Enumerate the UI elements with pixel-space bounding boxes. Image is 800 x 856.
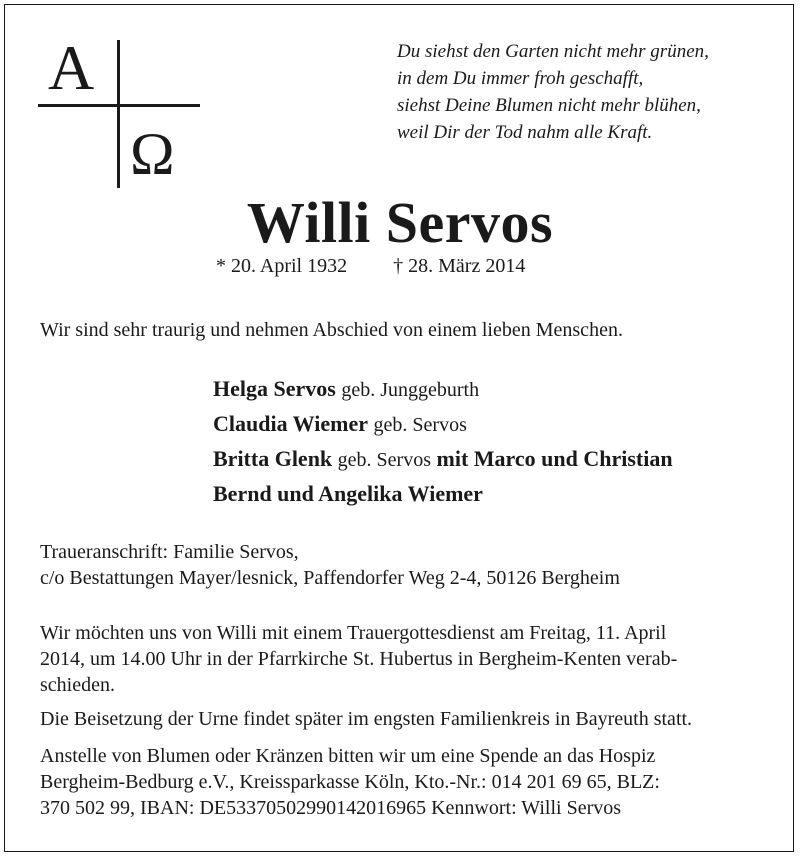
service-line: schieden. <box>40 674 115 696</box>
death-date: † 28. März 2014 <box>393 255 526 277</box>
donation-line: 370 502 99, IBAN: DE53370502990142016965 Kennwort: Willi Servos <box>40 797 622 819</box>
mourning-address <box>40 539 760 591</box>
verse-line: siehst Deine Blumen nicht mehr blühen, <box>397 95 701 116</box>
mourner-line <box>213 372 673 407</box>
mourner-extra: mit Marco und Christian <box>436 446 673 471</box>
mourner-name: Bernd und Angelika Wiemer <box>213 481 483 506</box>
omega-letter: Ω <box>130 121 175 187</box>
mourner-name: Britta Glenk <box>213 446 333 471</box>
donation-request <box>40 743 760 821</box>
donation-line: Anstelle von Blumen oder Kränzen bitten wir um eine Spende an das Hospiz <box>40 745 656 767</box>
mourner-note: geb. Servos <box>373 414 467 436</box>
service-line: Wir möchten uns von Willi mit einem Trauergottesdienst am Freitag, 11. April <box>40 622 667 644</box>
life-dates <box>216 253 525 279</box>
cross-horizontal-bar <box>38 104 200 107</box>
mourner-name: Helga Servos <box>213 376 336 401</box>
deceased-name: Willi Servos <box>246 190 554 255</box>
verse-line: Du siehst den Garten nicht mehr grünen, <box>397 41 709 62</box>
address-line: Traueranschrift: Familie Servos, <box>40 541 299 563</box>
mourner-name: Claudia Wiemer <box>213 411 369 436</box>
service-announcement <box>40 620 760 698</box>
donation-line: Bergheim-Bedburg e.V., Kreissparkasse Köln, Kto.-Nr.: 014 201 69 65, BLZ: <box>40 771 660 793</box>
mourner-line <box>213 442 673 477</box>
birth-date: * 20. April 1932 <box>216 255 348 277</box>
memorial-verse <box>397 38 777 146</box>
cross-vertical-bar <box>117 40 120 188</box>
verse-line: in dem Du immer froh geschafft, <box>397 68 644 89</box>
alpha-omega-symbol <box>38 32 200 188</box>
mourner-note: geb. Servos <box>337 449 431 471</box>
intro-text: Wir sind sehr traurig und nehmen Abschied von einem lieben Menschen. <box>40 319 623 341</box>
service-line: 2014, um 14.00 Uhr in der Pfarrkirche St. Hubertus in Bergheim-Kenten verab- <box>40 648 678 670</box>
alpha-letter: A <box>48 32 95 103</box>
mourner-note: geb. Junggeburth <box>341 379 480 401</box>
mourner-line <box>213 477 673 510</box>
verse-line: weil Dir der Tod nahm alle Kraft. <box>397 122 653 143</box>
burial-note: Die Beisetzung der Urne findet später im engsten Familienkreis in Bayreuth statt. <box>40 708 693 730</box>
mourners-list <box>213 372 673 510</box>
mourner-line <box>213 407 673 442</box>
address-line: c/o Bestattungen Mayer/lesnick, Paffendorfer Weg 2-4, 50126 Bergheim <box>40 567 620 589</box>
